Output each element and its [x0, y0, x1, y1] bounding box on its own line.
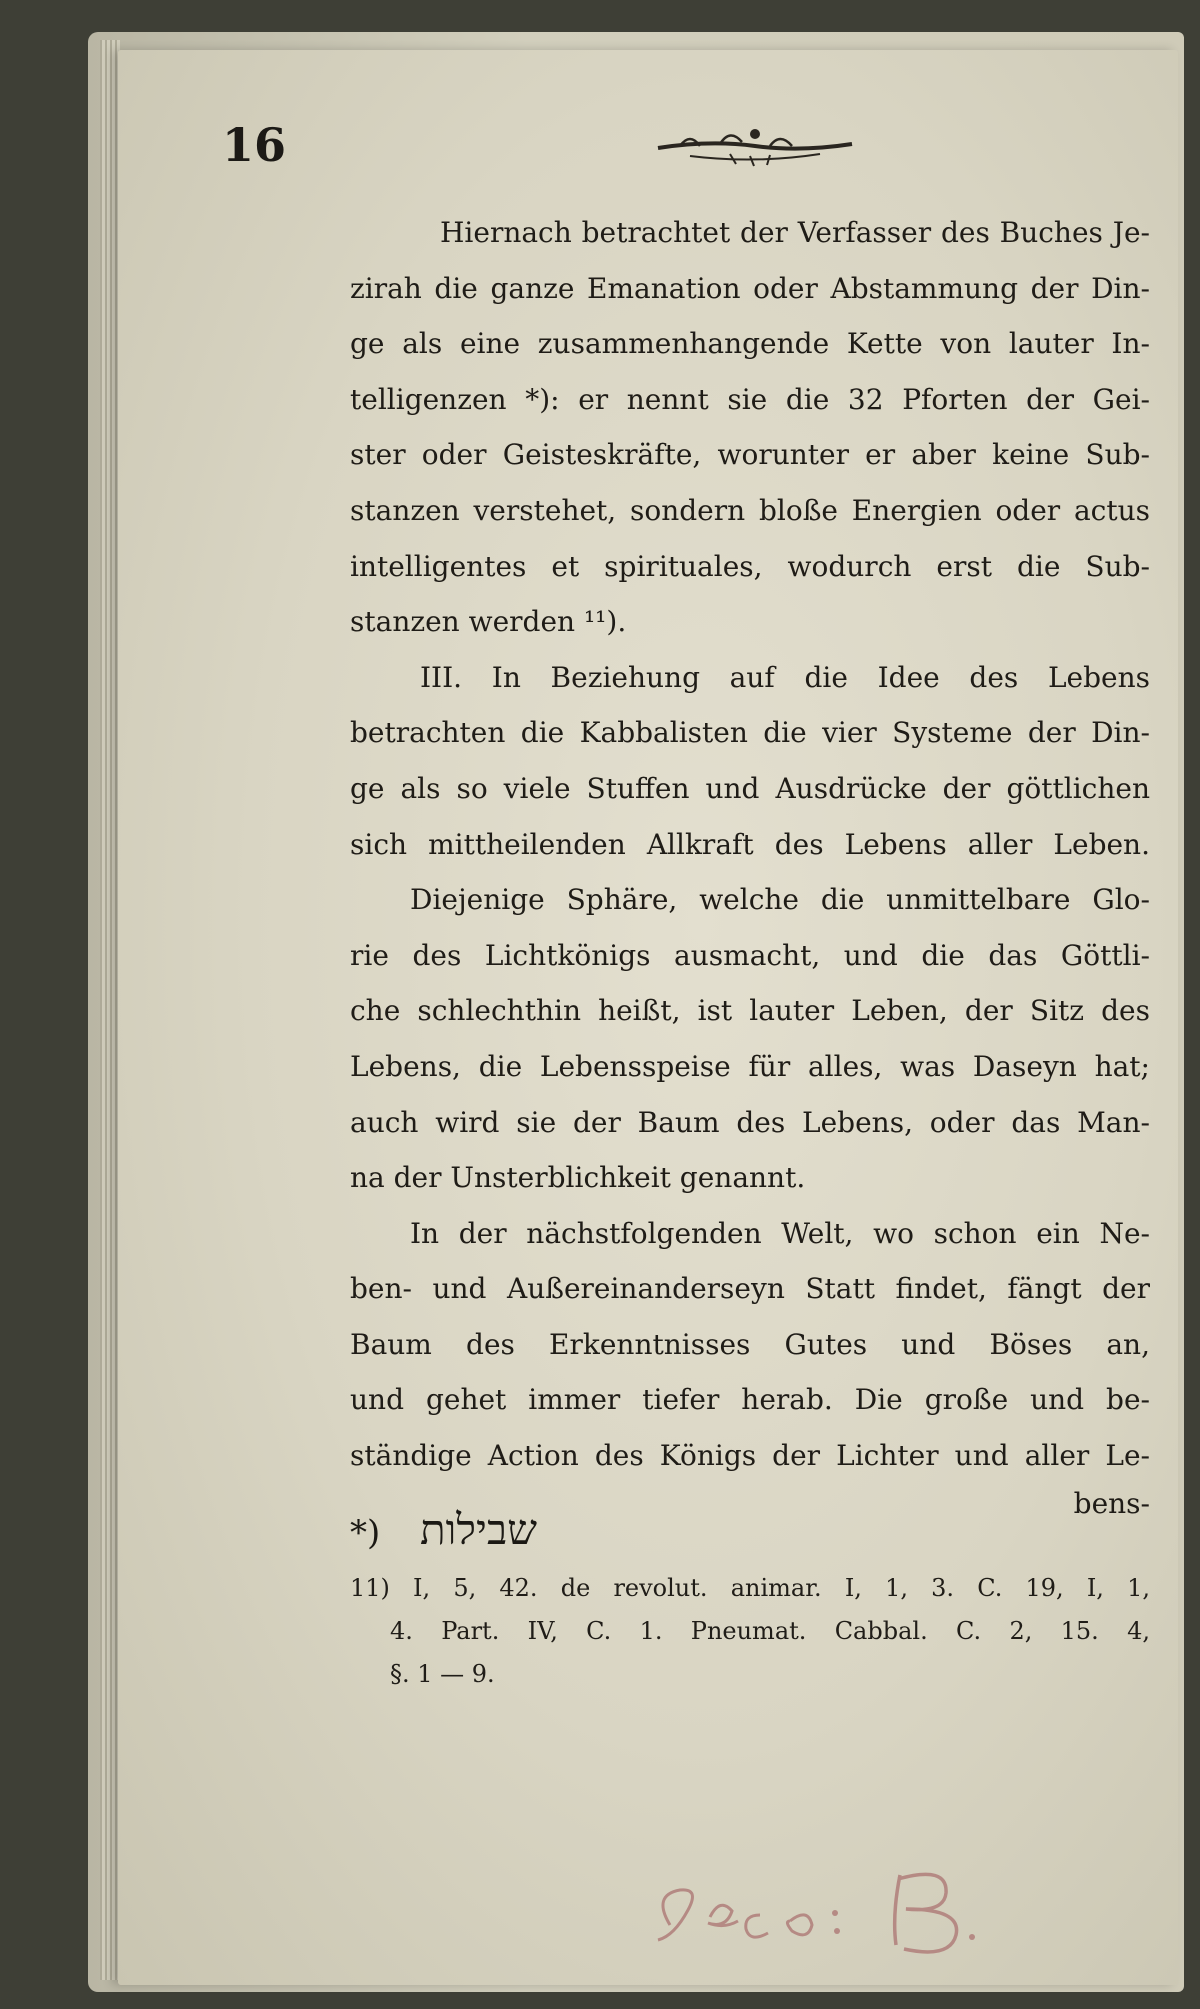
text-line: ge als so viele Stuffen und Ausdrücke der göttlichen — [350, 771, 1150, 805]
footnote-line: 4. Part. IV, C. 1. Pneumat. Cabbal. C. 2, 15. 4, — [390, 1617, 1150, 1645]
text-line: und gehet immer tiefer herab. Die große und be- — [350, 1383, 1150, 1417]
text-line: stanzen verstehet, sondern bloße Energien oder actus — [350, 493, 1150, 527]
text-line: In der nächstfolgenden Welt, wo schon ein Ne- — [410, 1216, 1150, 1250]
text-line: Hiernach betrachtet der Verfasser des Buches Je- — [440, 216, 1150, 249]
text-line: sich mittheilenden Allkraft des Lebens aller Leben. — [350, 827, 1150, 861]
text-line: ge als eine zusammenhangende Kette von lauter In- — [350, 327, 1150, 361]
text-line: ständige Action des Königs der Lichter und aller Le- — [350, 1439, 1150, 1473]
text-line: ben- und Außereinanderseyn Statt findet, fängt der — [350, 1272, 1150, 1306]
footnote-hebrew — [350, 1505, 1150, 1565]
ornament-icon — [650, 110, 860, 170]
text-line: ster oder Geisteskräfte, worunter er aber keine Sub- — [350, 438, 1150, 472]
text-line: III. In Beziehung auf die Idee des Lebens — [420, 660, 1150, 694]
hebrew-word: שבילות — [420, 1505, 537, 1554]
text-line: che schlechthin heißt, ist lauter Leben, der Sitz des — [350, 994, 1150, 1028]
footnote-marker: *) — [350, 1513, 381, 1553]
catchword: bens- — [1073, 1486, 1150, 1520]
text-line: auch wird sie der Baum des Lebens, oder das Man- — [350, 1105, 1150, 1139]
text-line: intelligentes et spirituales, wodurch erst die Sub- — [350, 549, 1150, 583]
footnote — [350, 1567, 1150, 1696]
handwritten-signature — [640, 1855, 1060, 1965]
text-line: rie des Lichtkönigs ausmacht, und die das Göttli- — [350, 938, 1150, 972]
text-line: stanzen werden ¹¹). — [350, 605, 627, 639]
text-line: telligenzen *): er nennt sie die 32 Pforten der Gei- — [350, 382, 1150, 416]
footnote-line: §. 1 — 9. — [390, 1660, 495, 1688]
text-line: na der Unsterblichkeit genannt. — [350, 1161, 806, 1195]
text-line: Lebens, die Lebensspeise für alles, was Daseyn hat; — [350, 1049, 1150, 1083]
footnote-line: 11) I, 5, 42. de revolut. animar. I, 1, 3. C. 19, I, 1, — [350, 1574, 1150, 1602]
text-line: zirah die ganze Emanation oder Abstammung der Din- — [350, 271, 1150, 305]
page-edges — [100, 40, 120, 1980]
page-number: 16 — [222, 118, 287, 172]
text-line: Diejenige Sphäre, welche die unmittelbare Glo- — [410, 883, 1150, 917]
text-line: Baum des Erkenntnisses Gutes und Böses an, — [350, 1327, 1150, 1361]
text-line: betrachten die Kabbalisten die vier Systeme der Din- — [350, 716, 1150, 750]
body-text — [350, 205, 1150, 1524]
